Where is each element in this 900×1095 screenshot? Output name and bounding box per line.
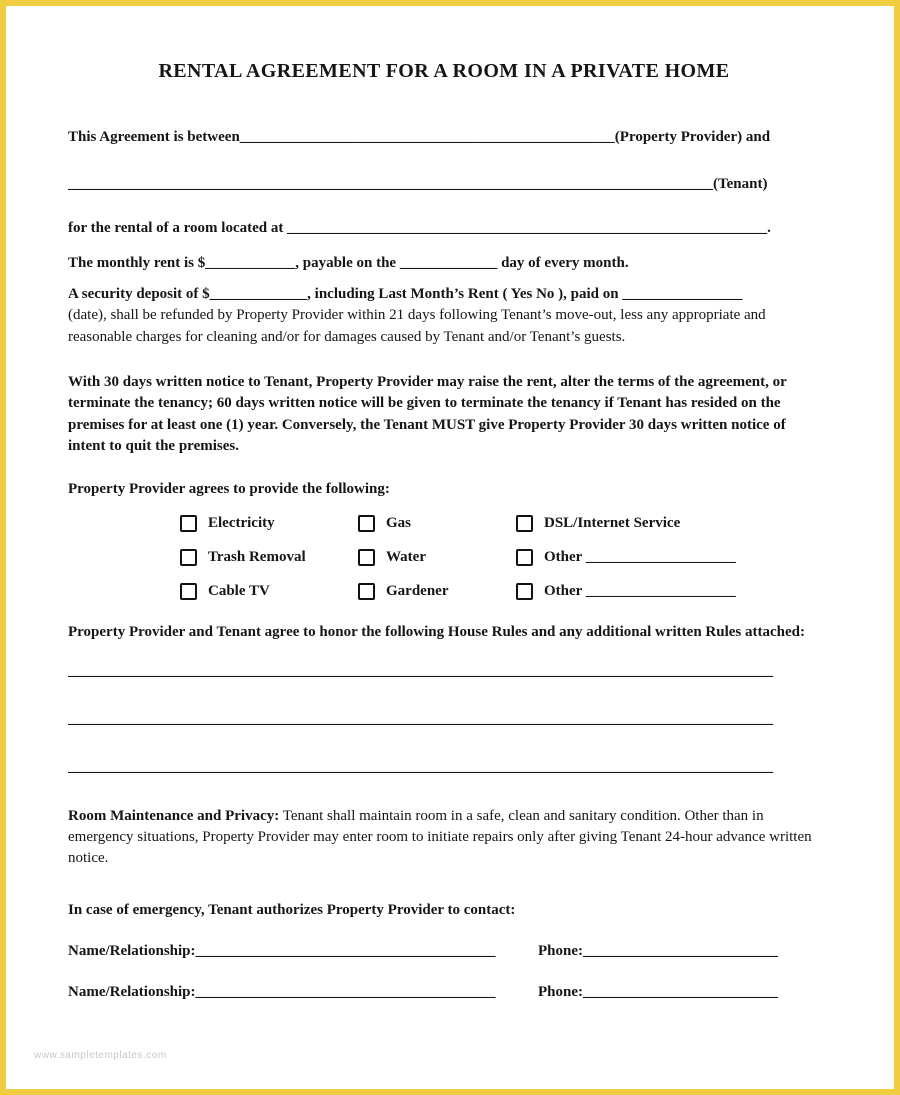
checkbox-label: Trash Removal [208,548,306,565]
phone-label: Phone: [538,983,583,1000]
utility-item-trash-removal [180,549,358,566]
checkbox-label: Cable TV [208,582,270,599]
checkbox-other-1[interactable] [516,549,533,566]
utility-item-dsl-internet [516,515,820,532]
checkbox-electricity[interactable] [180,515,197,532]
watermark: www.sampletemplates.com [34,1050,167,1061]
utility-item-gas [358,515,516,532]
emergency-contact-row-1 [68,943,820,960]
form-title: RENTAL AGREEMENT FOR A ROOM IN A PRIVATE HOME [158,60,730,82]
security-deposit-body: (date), shall be refunded by Property Provider within 21 days following Tenant’s move-out, less any appropriate and reasonable charges for cleaning and/or for damages caused by Tenant and/or Tenant’s guests. [68,307,766,345]
phone-label: Phone: [538,942,583,959]
checkbox-label: Gardener [386,582,449,599]
emergency-heading: In case of emergency, Tenant authorizes Property Provider to contact: [68,901,516,918]
name-relationship-blank[interactable]: ________________________________________ [195,983,496,1000]
maintenance-body: Tenant shall maintain room in a safe, clean and sanitary condition. Other than in emergency situations, Property Provider may enter room to initiate repairs only after giving Tenant 24-hour advance written notice. [68,807,812,867]
utilities-heading: Property Provider agrees to provide the following: [68,481,390,498]
utility-item-other-1 [516,549,820,566]
checkbox-gardener[interactable] [358,583,375,600]
utilities-grid [180,515,820,600]
utility-item-electricity [180,515,358,532]
parties-line-tenant: ______________________________________________________________________________________(Tenant) [68,176,768,193]
parties-line-provider: This Agreement is between__________________________________________________(Property Provider) and [68,129,771,145]
checkbox-label: Electricity [208,514,275,531]
phone-blank[interactable]: __________________________ [583,983,778,1000]
rental-location-line: for the rental of a room located at ________________________________________________________________. [68,219,771,236]
maintenance-heading: Room Maintenance and Privacy: [68,807,280,824]
checkbox-cable-tv[interactable] [180,583,197,600]
name-relationship-blank[interactable]: ________________________________________ [195,942,496,959]
utility-item-gardener [358,583,516,600]
checkbox-trash-removal[interactable] [180,549,197,566]
monthly-rent-line: The monthly rent is $____________, payable on the _____________ day of every month. [68,254,629,271]
utility-item-cable-tv [180,583,358,600]
emergency-contact-row-2 [68,984,820,1001]
house-rules-blank-line-3[interactable]: ______________________________________________________________________________________________ [68,759,773,776]
checkbox-water[interactable] [358,549,375,566]
house-rules-heading: Property Provider and Tenant agree to honor the following House Rules and any additional written Rules attached: [68,623,805,640]
checkbox-label: Water [386,548,426,565]
name-relationship-label: Name/Relationship: [68,983,196,1000]
utility-item-water [358,549,516,566]
security-deposit-line: A security deposit of $_____________, including Last Month’s Rent ( Yes No ), paid on ________________ [68,286,743,303]
checkbox-label: Other ____________________ [544,548,736,565]
house-rules-blank-line-2[interactable]: ______________________________________________________________________________________________ [68,711,773,728]
house-rules-blank-line-1[interactable]: ______________________________________________________________________________________________ [68,662,773,679]
checkbox-label: Gas [386,514,412,531]
maintenance-paragraph [68,806,820,870]
phone-blank[interactable]: __________________________ [583,942,778,959]
checkbox-other-2[interactable] [516,583,533,600]
checkbox-label: Other ____________________ [544,582,736,599]
utility-item-other-2 [516,583,820,600]
checkbox-label: DSL/Internet Service [544,514,681,531]
notice-paragraph: With 30 days written notice to Tenant, Property Provider may raise the rent, alter the terms of the agreement, or terminate the tenancy; 60 days written notice will be given to terminate the tenancy if Tenant has resided on the premises for at least one (1) year. Conversely, the Tenant MUST give Property Provider 30 days written notice of intent to quit the premises. [68,374,787,454]
checkbox-dsl-internet[interactable] [516,515,533,532]
name-relationship-label: Name/Relationship: [68,942,196,959]
checkbox-gas[interactable] [358,515,375,532]
